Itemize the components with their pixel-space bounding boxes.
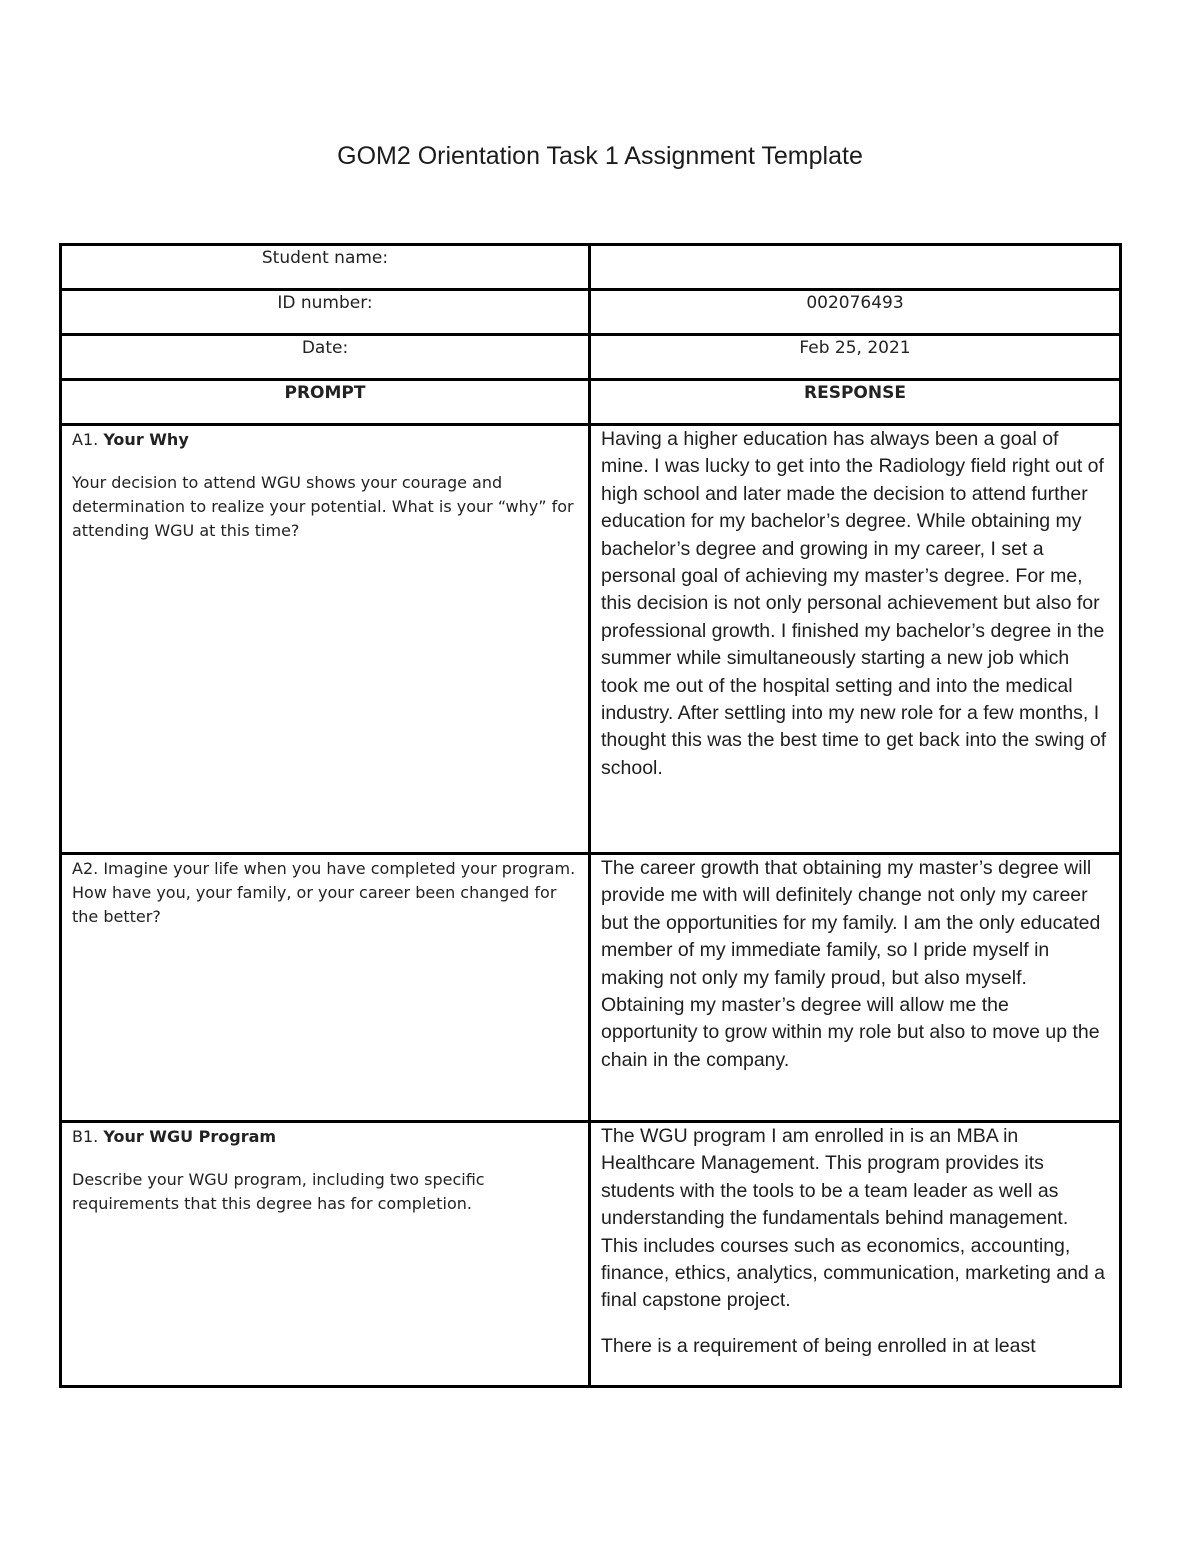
prompt-cell: [61, 425, 590, 854]
table-row: [61, 425, 1121, 854]
table-row: [61, 854, 1121, 1122]
response-cell[interactable]: [590, 1122, 1121, 1387]
response-cell[interactable]: [590, 854, 1121, 1122]
prompt-cell: [61, 1122, 590, 1387]
response-paragraph: Having a higher education has always been a goal of mine. I was lucky to get into the Radiology field right out of high school and later made the decision to attend further education for my bachelor’s degree. While obtaining my bachelor’s degree and growing in my career, I set a personal goal of achieving my master’s degree. For me, this decision is not only personal achievement but also for professional growth. I finished my bachelor’s degree in the summer while simultaneously starting a new job which took me out of the hospital setting and into the medical industry. After settling into my new role for a few months, I thought this was the best time to get back into the swing of school.: [601, 428, 1107, 779]
prompt-heading: [72, 428, 578, 452]
table-row: [61, 1122, 1121, 1387]
date-row: [61, 335, 1121, 380]
student-name-label: Student name:: [61, 245, 590, 290]
response-paragraph: The career growth that obtaining my master’s degree will provide me with will definitely change not only my career but the opportunities for my family. I am the only educated member of my immediate family, so I pride myself in making not only my family proud, but also myself. Obtaining my master’s degree will allow me the opportunity to grow within my role but also to move up the chain in the company.: [601, 857, 1101, 1071]
response-paragraph: There is a requirement of being enrolled in at least: [601, 1334, 1036, 1357]
assignment-table: [59, 243, 1122, 1388]
prompt-label: Your WGU Program: [103, 1127, 277, 1146]
id-number-label: ID number:: [61, 290, 590, 335]
response-paragraph: The WGU program I am enrolled in is an MBA in Healthcare Management. This program provides its students with the tools to be a team leader as well as understanding the fundamentals behind management. This includes courses such as economics, accounting, finance, ethics, analytics, communication, marketing and a final capstone project.: [601, 1125, 1106, 1312]
prompt-text: [72, 857, 578, 929]
prompt-text: Your decision to attend WGU shows your courage and determination to realize your potential. What is your “why” for attending WGU at this time?: [72, 473, 574, 540]
id-number-row: [61, 290, 1121, 335]
prompt-cell: [61, 854, 590, 1122]
response-cell[interactable]: [590, 425, 1121, 854]
document-title: GOM2 Orientation Task 1 Assignment Template: [337, 142, 863, 170]
response-header: RESPONSE: [590, 380, 1121, 425]
prompt-body: Imagine your life when you have completed your program. How have you, your family, or your career been changed for the better?: [72, 859, 576, 926]
date-label: Date:: [61, 335, 590, 380]
prompt-label: Your Why: [103, 430, 189, 449]
column-header-row: [61, 380, 1121, 425]
student-name-value[interactable]: [590, 245, 1121, 290]
date-value[interactable]: Feb 25, 2021: [590, 335, 1121, 380]
prompt-code: A2.: [72, 859, 99, 878]
prompt-header: PROMPT: [61, 380, 590, 425]
prompt-text: Describe your WGU program, including two specific requirements that this degree has for completion.: [72, 1170, 485, 1213]
student-name-row: [61, 245, 1121, 290]
id-number-value[interactable]: 002076493: [590, 290, 1121, 335]
prompt-heading: [72, 1125, 578, 1149]
prompt-code: B1.: [72, 1127, 99, 1146]
prompt-code: A1.: [72, 430, 99, 449]
